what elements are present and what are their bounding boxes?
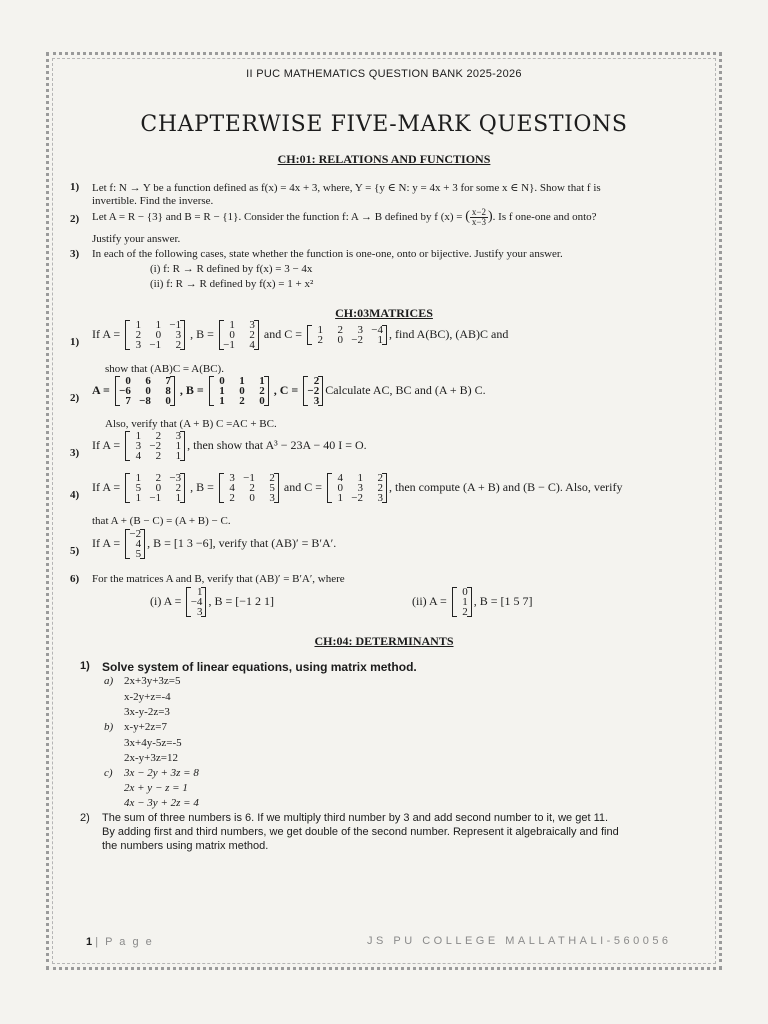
matrix-entry: 3 xyxy=(175,430,182,442)
matrix-entry: −2 xyxy=(351,334,363,346)
matrix-q6iiA xyxy=(452,587,472,617)
matrix-entry: 5 xyxy=(135,548,142,560)
matrix-entry: 1 xyxy=(196,586,203,598)
matrix-entry: −2 xyxy=(129,528,142,540)
ch4-a-eq2: x-2y+z=-4 xyxy=(124,691,171,703)
page-title: CHAPTERWISE FIVE-MARK QUESTIONS xyxy=(140,112,628,137)
matrix-entry: 3 xyxy=(249,319,255,331)
chapter1-heading: CH:01: RELATIONS AND FUNCTIONS xyxy=(277,152,491,166)
matrix-entry: −1 xyxy=(243,472,255,484)
page-number: 1 | P a g e xyxy=(86,936,154,948)
matrix-entry: 1 xyxy=(317,324,323,336)
matrix-q2C xyxy=(303,376,323,406)
matrix-entry: 1 xyxy=(155,319,162,331)
matrix-row xyxy=(119,396,171,406)
matrix-row xyxy=(223,340,255,350)
question-bank-title: II PUC MATHEMATICS QUESTION BANK 2025-2026 xyxy=(246,68,522,80)
ch1-q1-number: 1) xyxy=(70,181,80,193)
ch1-q2-line2: Justify your answer. xyxy=(92,233,181,245)
matrix-q4A xyxy=(125,473,185,503)
matrix-row xyxy=(129,451,181,461)
matrix-entry: 3 xyxy=(196,606,203,618)
ch4-c-eq3: 4x − 3y + 2z = 4 xyxy=(124,797,199,809)
ch3-q4-line2: that A + (B − C) = (A + B) − C. xyxy=(92,515,231,527)
matrix-entry: 0 xyxy=(155,482,162,494)
matrix-entry: 0 xyxy=(155,329,162,341)
ch1-q3-ii: (ii) f: R → R defined by f(x) = 1 + x² xyxy=(150,278,314,290)
matrix-entry: 2 xyxy=(155,472,162,484)
matrix-entry: 2 xyxy=(155,450,162,462)
matrix-entry: 4 xyxy=(229,482,235,494)
matrix-entry: 4 xyxy=(337,472,343,484)
matrix-q5A xyxy=(125,529,145,559)
matrix-entry: 1 xyxy=(239,375,245,387)
matrix-entry: 2 xyxy=(249,482,255,494)
ch4-b-eq3: 2x-y+3z=12 xyxy=(124,752,178,764)
matrix-row xyxy=(331,493,383,503)
matrix-entry: 1 xyxy=(337,492,343,504)
ch3-q4-expression: If A = 1 2 −3 5 0 2 1 −1 1 , B = 3 −1 2 4 2 5 2 0 3 and C = 4 1 2 0 3 2 1 −2 3 , then compute (A + B) and (B − C). Also, verify xyxy=(92,472,623,504)
matrix-entry: 2 xyxy=(175,482,182,494)
matrix-q4C xyxy=(327,473,387,503)
matrix-entry: 8 xyxy=(165,385,171,397)
matrix-entry: 1 xyxy=(135,430,142,442)
matrix-entry: −4 xyxy=(371,324,383,336)
matrix-entry: 1 xyxy=(229,319,235,331)
chapter4-heading: CH:04: DETERMINANTS xyxy=(314,634,454,648)
ch1-q1-line2: invertible. Find the inverse. xyxy=(92,195,214,207)
matrix-entry: 3 xyxy=(377,492,383,504)
ch3-q1-expression: If A = 1 1 −1 2 0 3 3 −1 2 , B = 1 3 0 2 −1 4 and C = 1 2 3 −4 2 0 −2 1 , find A(BC), (AB)C and xyxy=(92,319,509,351)
ch3-q2-line2: Also, verify that (A + B) C =AC + BC. xyxy=(105,418,277,430)
ch4-part-b-label: b) xyxy=(104,721,114,733)
ch4-c-eq1: 3x − 2y + 3z = 8 xyxy=(124,767,199,779)
matrix-row xyxy=(129,493,181,503)
matrix-entry: 6 xyxy=(145,375,151,387)
matrix-entry: 0 xyxy=(145,385,151,397)
matrix-entry: 2 xyxy=(175,339,182,351)
matrix-entry: −2 xyxy=(351,492,363,504)
matrix-entry: 1 xyxy=(462,596,468,608)
ch4-part-c-label: c) xyxy=(104,767,113,779)
matrix-entry: −1 xyxy=(149,492,162,504)
matrix-entry: −1 xyxy=(223,339,235,351)
matrix-entry: −4 xyxy=(190,596,203,608)
chapter3-heading: CH:03MATRICES xyxy=(335,306,433,320)
ch4-a-eq1: 2x+3y+3z=5 xyxy=(124,675,181,687)
ch1-q3-i: (i) f: R → R defined by f(x) = 3 − 4x xyxy=(150,263,313,275)
ch1-q1-line1: Let f: N → Y be a function defined as f(x) = 4x + 3, where, Y = {y ∈ N: y = 4x + 3 for some x ∈ N}. Show that f is xyxy=(92,182,601,194)
ch3-q1-line2: show that (AB)C = A(BC). xyxy=(105,363,224,375)
matrix-entry: 2 xyxy=(317,334,323,346)
ch4-q2-line3: the numbers using matrix method. xyxy=(102,840,269,852)
matrix-q4B xyxy=(219,473,279,503)
matrix-q2B xyxy=(209,376,269,406)
matrix-entry: 3 xyxy=(229,472,235,484)
matrix-q2A xyxy=(115,376,175,406)
ch3-q6-number: 6) xyxy=(70,573,80,585)
ch3-q3-number: 3) xyxy=(70,447,80,459)
ch1-q2-line1: Let A = R − {3} and B = R − {1}. Consider the function f: A → B defined by f (x) = ( $\frac{x-2}{x-3}$). Is f one-one and onto? xyxy=(92,207,597,227)
matrix-entry: −2 xyxy=(307,385,320,397)
ch1-q3-line1: In each of the following cases, state whether the function is one-one, onto or bijective. Justify your answer. xyxy=(92,248,563,260)
matrix-entry: 2 xyxy=(259,385,265,397)
matrix-entry: 7 xyxy=(125,395,131,407)
ch3-q5-expression: If A = −2 4 5 , B = [1 3 −6], verify that (AB)′ = B′A′. xyxy=(92,528,337,560)
ch3-q6-part-ii: (ii) A = 0 1 2 , B = [1 5 7] xyxy=(412,586,533,618)
matrix-entry: −3 xyxy=(169,472,182,484)
ch3-q6-line1: For the matrices A and B, verify that (AB)′ = B′A′, where xyxy=(92,573,345,585)
matrix-entry: 2 xyxy=(313,375,320,387)
matrix-entry: 2 xyxy=(462,606,468,618)
matrix-entry: 0 xyxy=(337,334,343,346)
matrix-row xyxy=(129,340,181,350)
matrix-entry: −6 xyxy=(119,385,131,397)
matrix-entry: 7 xyxy=(165,375,171,387)
matrix-row xyxy=(311,335,383,345)
matrix-entry: 2 xyxy=(155,430,162,442)
matrix-entry: 5 xyxy=(269,482,275,494)
ch3-q1-number: 1) xyxy=(70,336,80,348)
matrix-entry: 2 xyxy=(337,324,343,336)
matrix-entry: 2 xyxy=(377,472,383,484)
matrix-entry: 0 xyxy=(462,586,468,598)
matrix-q6iA xyxy=(186,587,206,617)
matrix-entry: 3 xyxy=(357,482,363,494)
ch4-a-eq3: 3x-y-2z=3 xyxy=(124,706,170,718)
matrix-row xyxy=(456,607,468,617)
matrix-entry: 1 xyxy=(175,450,182,462)
ch3-q3-expression: If A = 1 2 3 3 −2 1 4 2 1 , then show that A³ − 23A − 40 I = O. xyxy=(92,430,367,462)
matrix-entry: 2 xyxy=(239,395,245,407)
matrix-entry: 3 xyxy=(135,440,142,452)
ch4-q2-line2: By adding first and third numbers, we get double of the second number. Represent it algebraically and find xyxy=(102,826,619,838)
ch3-q2-expression: A = 0 6 7 −6 0 8 7 −8 0 , B = 0 1 1 1 0 2 1 2 0 , C = 2 −2 3 Calculate AC, BC and (A + B) C. xyxy=(92,375,486,407)
matrix-entry: 0 xyxy=(337,482,343,494)
matrix-q1C xyxy=(307,325,387,345)
ch4-part-a-label: a) xyxy=(104,675,114,687)
ch4-q2-number: 2) xyxy=(80,812,90,824)
matrix-q1B xyxy=(219,320,259,350)
ch1-q3-number: 3) xyxy=(70,248,80,260)
matrix-entry: 1 xyxy=(135,492,142,504)
matrix-entry: 3 xyxy=(269,492,275,504)
ch3-q6-part-i: (i) A = 1 −4 3 , B = [−1 2 1] xyxy=(150,586,274,618)
matrix-entry: 1 xyxy=(175,440,182,452)
matrix-entry: −8 xyxy=(139,395,151,407)
ch4-q1-text: Solve system of linear equations, using matrix method. xyxy=(102,660,417,674)
matrix-entry: 0 xyxy=(219,375,225,387)
matrix-entry: 3 xyxy=(175,329,182,341)
matrix-entry: 0 xyxy=(239,385,245,397)
ch4-c-eq2: 2x + y − z = 1 xyxy=(124,782,188,794)
matrix-entry: 4 xyxy=(135,450,142,462)
matrix-entry: −2 xyxy=(149,440,162,452)
matrix-entry: 5 xyxy=(135,482,142,494)
ch3-q4-number: 4) xyxy=(70,489,80,501)
matrix-entry: 2 xyxy=(229,492,235,504)
ch1-q2-number: 2) xyxy=(70,213,80,225)
matrix-entry: 1 xyxy=(219,395,225,407)
matrix-row xyxy=(307,396,319,406)
matrix-q3A xyxy=(125,431,185,461)
matrix-entry: 0 xyxy=(259,395,265,407)
matrix-entry: 1 xyxy=(357,472,363,484)
ch3-q5-number: 5) xyxy=(70,545,80,557)
matrix-entry: 2 xyxy=(377,482,383,494)
ch4-q2-line1: The sum of three numbers is 6. If we multiply third number by 3 and add second number to it, we get 11. xyxy=(102,812,609,824)
ch4-b-eq2: 3x+4y-5z=-5 xyxy=(124,737,182,749)
matrix-entry: 3 xyxy=(313,395,320,407)
matrix-row xyxy=(129,549,141,559)
ch3-q2-number: 2) xyxy=(70,392,80,404)
matrix-entry: 1 xyxy=(135,472,142,484)
matrix-entry: 1 xyxy=(175,492,182,504)
matrix-entry: 1 xyxy=(259,375,265,387)
matrix-row xyxy=(190,607,202,617)
matrix-entry: 4 xyxy=(135,538,142,550)
matrix-entry: 2 xyxy=(249,329,255,341)
matrix-entry: 0 xyxy=(249,492,255,504)
matrix-entry: 0 xyxy=(229,329,235,341)
matrix-entry: 4 xyxy=(249,339,255,351)
matrix-entry: 0 xyxy=(165,395,171,407)
matrix-entry: −1 xyxy=(169,319,182,331)
matrix-entry: 0 xyxy=(125,375,131,387)
matrix-entry: −1 xyxy=(149,339,162,351)
matrix-entry: 3 xyxy=(357,324,363,336)
ch4-q1-number: 1) xyxy=(80,660,90,672)
matrix-entry: 2 xyxy=(135,329,142,341)
matrix-q1A xyxy=(125,320,185,350)
matrix-row xyxy=(223,493,275,503)
matrix-entry: 1 xyxy=(377,334,383,346)
matrix-row xyxy=(213,396,265,406)
college-footer: JS PU COLLEGE MALLATHALI-560056 xyxy=(367,935,672,947)
matrix-entry: 2 xyxy=(269,472,275,484)
matrix-entry: 1 xyxy=(135,319,142,331)
matrix-entry: 1 xyxy=(219,385,225,397)
ch4-b-eq1: x-y+2z=7 xyxy=(124,721,167,733)
matrix-entry: 3 xyxy=(135,339,142,351)
